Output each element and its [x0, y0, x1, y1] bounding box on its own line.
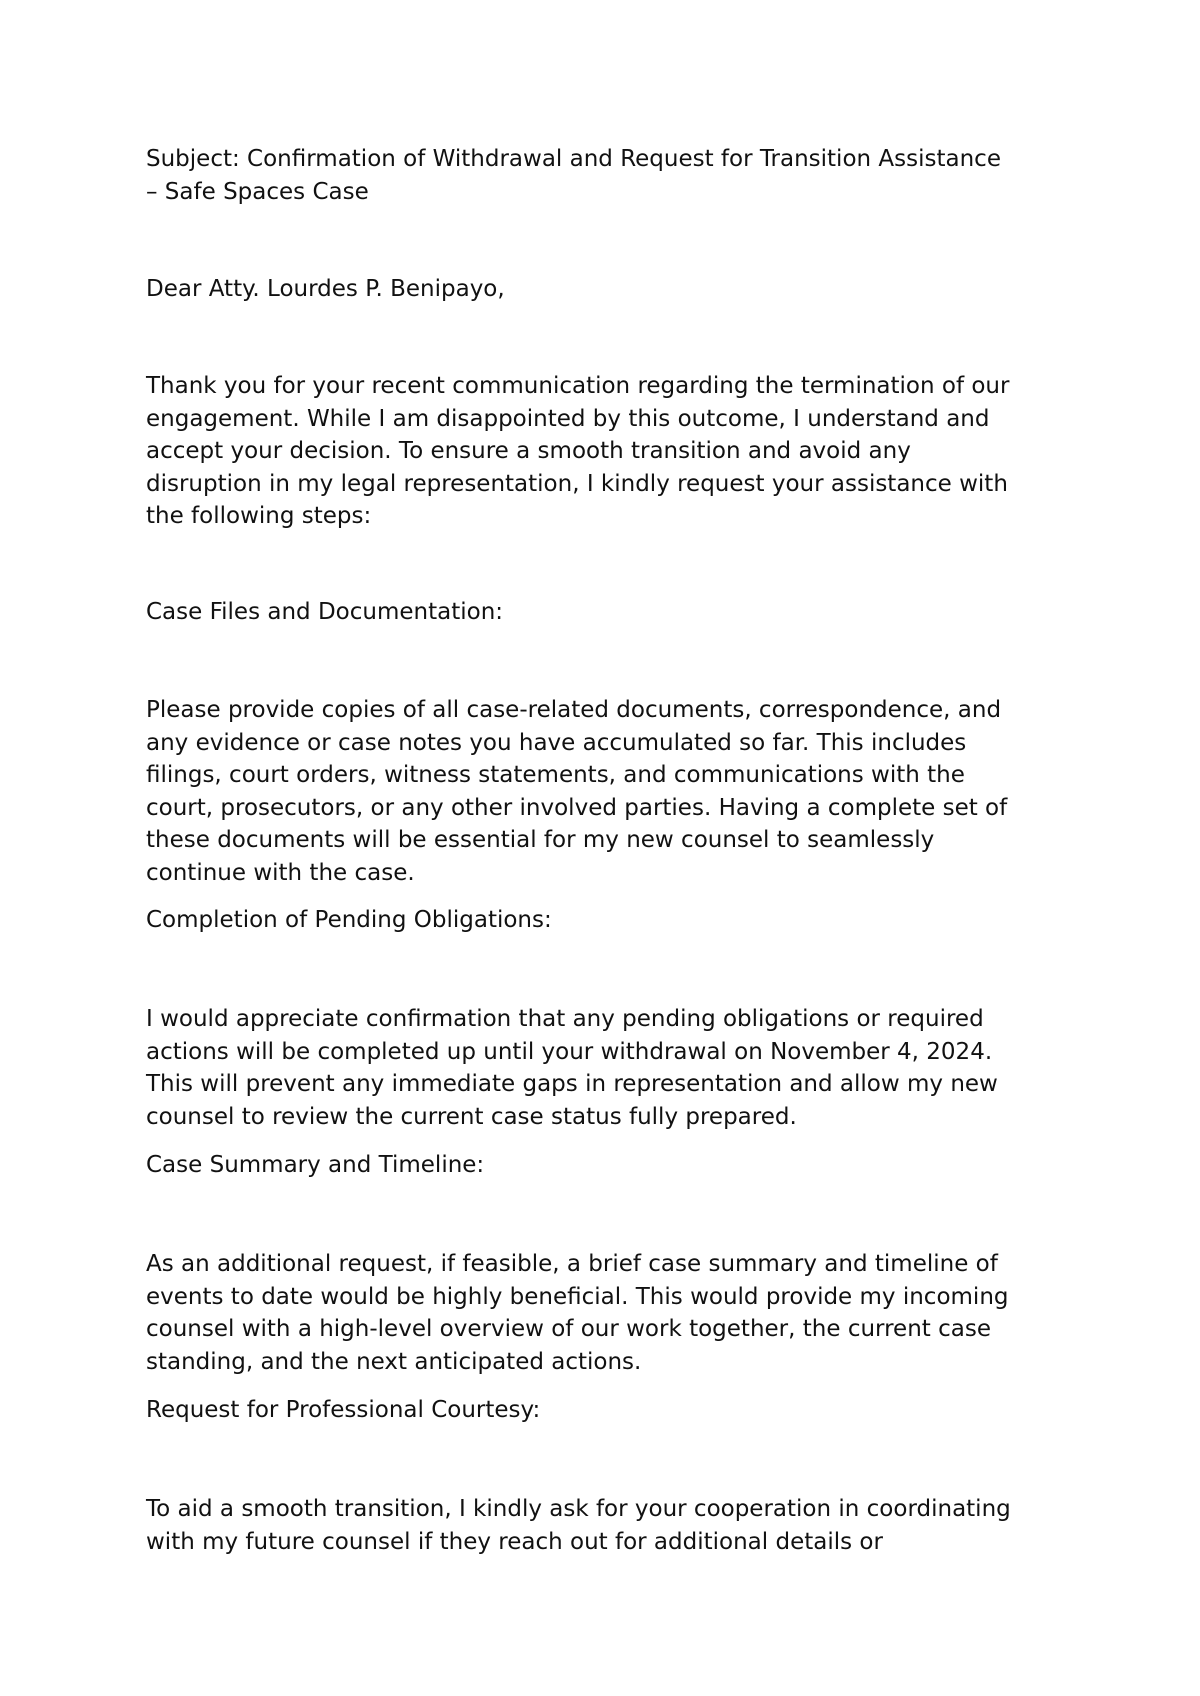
body-line: standing, and the next anticipated actions. [146, 1348, 642, 1375]
subject-line [146, 143, 1086, 208]
body-line: with my future counsel if they reach out for additional details or [146, 1528, 883, 1555]
section-body-case-files [146, 694, 1086, 889]
body-line: continue with the case. [146, 859, 415, 886]
section-heading-case-files: Case Files and Documentation: [146, 599, 504, 625]
body-line: Please provide copies of all case-related documents, correspondence, and [146, 697, 1002, 723]
body-line: I would appreciate confirmation that any pending obligations or required [146, 1006, 984, 1032]
body-line: events to date would be highly beneficial. This would provide my incoming [146, 1283, 1009, 1310]
intro-line: engagement. While I am disappointed by this outcome, I understand and [146, 405, 990, 432]
subject-line-2: – Safe Spaces Case [146, 178, 369, 205]
body-line: This will prevent any immediate gaps in representation and allow my new [146, 1071, 998, 1097]
body-line: counsel with a high-level overview of our work together, the current case [146, 1316, 991, 1342]
section-heading-case-summary: Case Summary and Timeline: [146, 1152, 485, 1178]
body-line: actions will be completed up until your withdrawal on November 4, 2024. [146, 1038, 993, 1065]
intro-line: Thank you for your recent communication regarding the termination of our [146, 373, 1010, 399]
section-body-pending-obligations [146, 1003, 1086, 1133]
intro-line: disruption in my legal representation, I kindly request your assistance with [146, 470, 1008, 497]
section-heading-professional-courtesy: Request for Professional Courtesy: [146, 1397, 541, 1423]
section-body-professional-courtesy [146, 1493, 1086, 1558]
salutation: Dear Atty. Lourdes P. Benipayo, [146, 276, 505, 302]
subject-line-1: Subject: Confirmation of Withdrawal and Request for Transition Assistance [146, 146, 1001, 172]
body-line: As an additional request, if feasible, a brief case summary and timeline of [146, 1251, 998, 1277]
intro-line: accept your decision. To ensure a smooth transition and avoid any [146, 438, 911, 464]
intro-line: the following steps: [146, 503, 372, 529]
intro-paragraph [146, 370, 1086, 533]
body-line: counsel to review the current case status fully prepared. [146, 1103, 797, 1130]
body-line: court, prosecutors, or any other involved parties. Having a complete set of [146, 794, 1008, 821]
body-line: To aid a smooth transition, I kindly ask for your cooperation in coordinating [146, 1496, 1011, 1522]
section-body-case-summary [146, 1248, 1086, 1378]
body-line: any evidence or case notes you have accumulated so far. This includes [146, 729, 967, 756]
body-line: filings, court orders, witness statements, and communications with the [146, 762, 965, 788]
section-heading-pending-obligations: Completion of Pending Obligations: [146, 907, 552, 933]
body-line: these documents will be essential for my new counsel to seamlessly [146, 827, 935, 853]
